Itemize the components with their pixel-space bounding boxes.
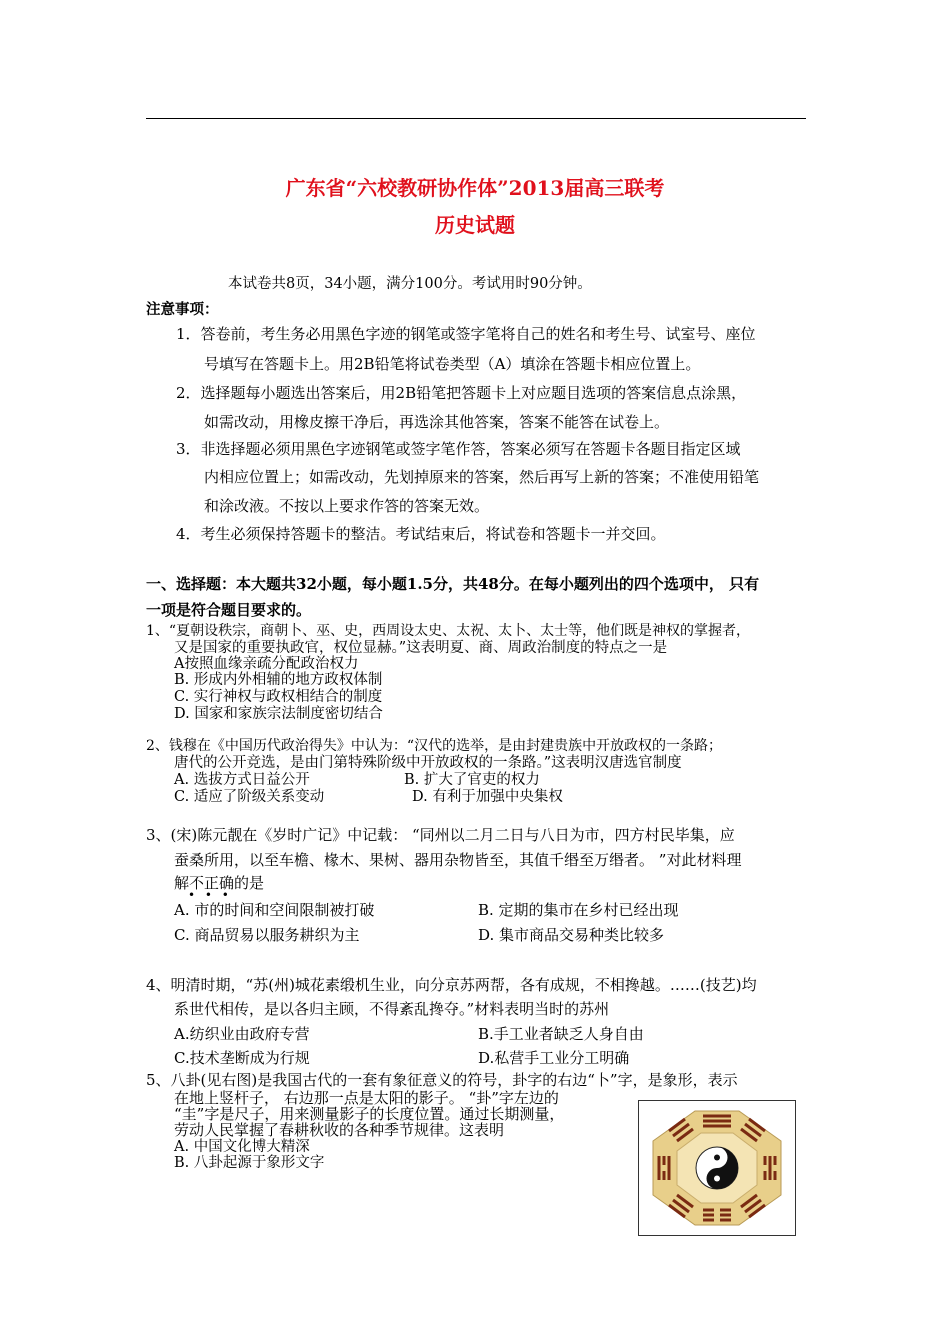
emphasis-dots: • • • [188, 888, 232, 902]
bagua-figure [638, 1100, 796, 1236]
notice-line: 1．答卷前，考生务必用黑色字迹的钢笔或签字笔将自己的姓名和考生号、试室号、座位 [176, 325, 756, 343]
question-1-option-d: D. 国家和家族宗法制度密切结合 [174, 706, 383, 722]
notice-line: 3．非选择题必须用黑色字迹钢笔或签字笔作答，答案必须写在答题卡各题目指定区域 [176, 440, 741, 458]
header-rule [146, 118, 806, 119]
question-1-option-b: B. 形成内外相辅的地方政权体制 [174, 672, 383, 688]
question-5-option-a: A. 中国文化博大精深 [174, 1139, 310, 1155]
question-2-option-c: C. 适应了阶级关系变动 [174, 789, 325, 805]
notice-line: 如需改动，用橡皮擦干净后，再选涂其他答案，答案不能答在试卷上。 [204, 413, 670, 431]
question-4-option-b: B.手工业者缺乏人身自由 [478, 1025, 644, 1043]
question-4-option-c: C.技术垄断成为行规 [174, 1049, 310, 1067]
notice-line: 号填写在答题卡上。用2B铅笔将试卷类型（A）填涂在答题卡相应位置上。 [204, 355, 701, 373]
question-3-stem: 3、(宋)陈元靓在《岁时广记》中记载： “同州以二月二日与八日为市，四方村民毕集，应 [146, 826, 735, 844]
question-2-option-b: B. 扩大了官吏的权力 [404, 772, 540, 788]
question-3-stem: 解不正确的是 [174, 874, 265, 892]
question-3-option-c: C. 商品贸易以服务耕织为主 [174, 926, 360, 944]
notice-line: 4．考生必须保持答题卡的整洁。考试结束后，将试卷和答题卡一并交回。 [176, 525, 666, 543]
question-5-stem: 劳动人民掌握了春耕秋收的各种季节规律。这表明 [174, 1121, 505, 1139]
question-3-option-a: A. 市的时间和空间限制被打破 [174, 901, 375, 919]
question-3-option-d: D. 集市商品交易种类比较多 [478, 926, 665, 944]
question-5-stem: “圭”字是尺子，用来测量影子的长度位置。通过长期测量， [174, 1105, 565, 1123]
question-2-option-d: D. 有利于加强中央集权 [412, 789, 563, 805]
question-2-stem: 唐代的公开竞选，是由门第特殊阶级中开放政权的一条路。”这表明汉唐选官制度 [174, 755, 682, 771]
question-1-stem: 1、“夏朝设秩宗，商朝卜、巫、史，西周设太史、太祝、太卜、太士等，他们既是神权的掌握者， [146, 623, 751, 639]
exam-title: 广东省“六校教研协作体”2013届高三联考 [285, 176, 665, 200]
question-4-stem: 系世代相传，是以各归主顾，不得紊乱搀夺。”材料表明当时的苏州 [174, 1000, 610, 1018]
question-3-option-b: B. 定期的集市在乡村已经出现 [478, 901, 679, 919]
notice-line: 2．选择题每小题选出答案后，用2B铅笔把答题卡上对应题目选项的答案信息点涂黑， [176, 384, 747, 402]
question-1-stem: 又是国家的重要执政官，权位显赫。”这表明夏、商、周政治制度的特点之一是 [174, 640, 668, 656]
exam-subtitle: 历史试题 [435, 213, 515, 237]
notice-line: 内相应位置上；如需改动，先划掉原来的答案，然后再写上新的答案；不准使用铅笔 [204, 468, 760, 486]
question-1-option-c: C. 实行神权与政权相结合的制度 [174, 689, 383, 705]
bagua-taiji-icon [639, 1101, 795, 1235]
question-4-option-d: D.私营手工业分工明确 [478, 1049, 630, 1067]
section-heading: 一、选择题：本大题共32小题，每小题1.5分，共48分。在每小题列出的四个选项中， 只有 [146, 575, 760, 593]
intro-text: 本试卷共8页，34小题，满分100分。考试用时90分钟。 [228, 276, 592, 292]
question-1-option-a: A按照血缘亲疏分配政治权力 [174, 656, 359, 672]
question-2-option-a: A. 选拔方式日益公开 [174, 772, 310, 788]
question-5-option-b: B. 八卦起源于象形文字 [174, 1155, 325, 1171]
section-heading-cont: 一项是符合题目要求的。 [146, 601, 312, 619]
question-5-stem: 在地上竖杆子， 右边那一点是太阳的影子。 “卦”字左边的 [174, 1089, 559, 1107]
question-4-stem: 4、明清时期，“苏(州)城花素缎机生业，向分京苏两帮，各有成规，不相搀越。……(技艺)均 [146, 976, 757, 994]
notice-line: 和涂改液。不按以上要求作答的答案无效。 [204, 497, 490, 515]
question-5-stem: 5、八卦(见右图)是我国古代的一套有象征意义的符号，卦字的右边“卜”字，是象形，表示 [146, 1071, 738, 1089]
question-2-stem: 2、钱穆在《中国历代政治得失》中认为：“汉代的选举，是由封建贵族中开放政权的一条路； [146, 738, 723, 754]
question-4-option-a: A.纺织业由政府专营 [174, 1025, 310, 1043]
notice-heading: 注意事项： [146, 301, 219, 318]
question-3-stem: 蚕桑所用，以至车檐、椽木、果树、器用杂物皆至，其值千缗至万缗者。 ”对此材料理 [174, 851, 742, 869]
